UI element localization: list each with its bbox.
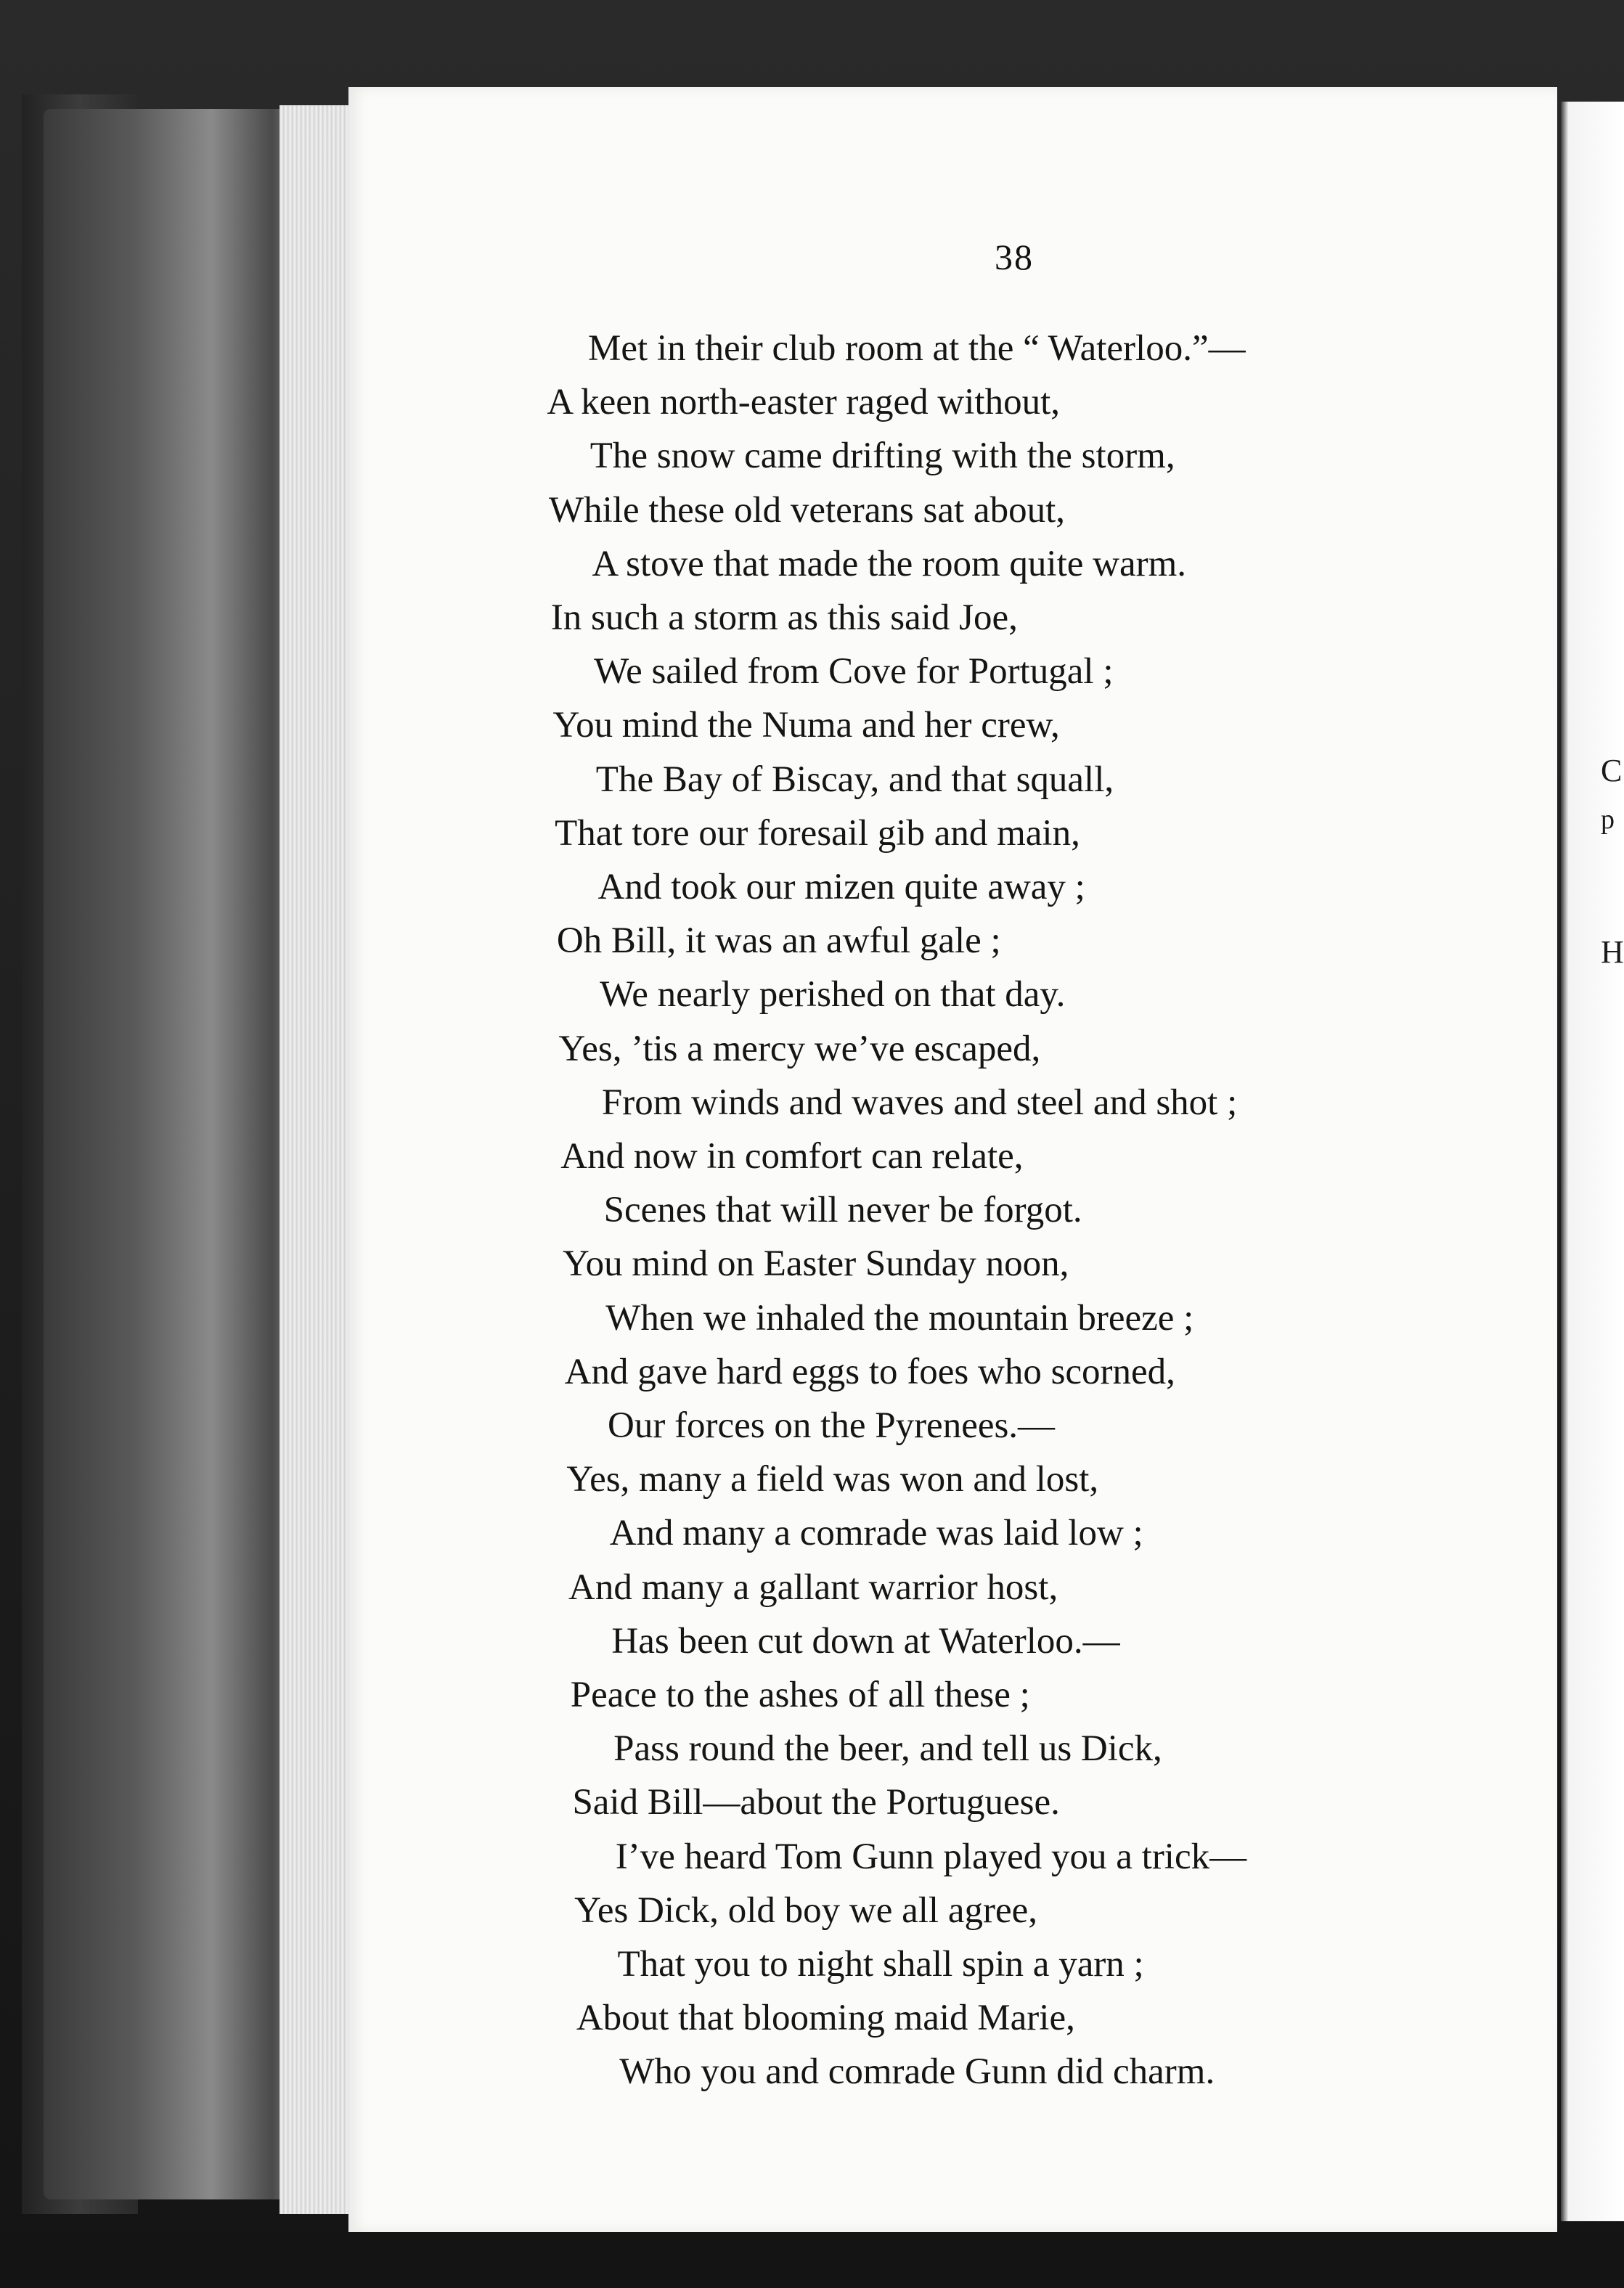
page-number: 38 [995,237,1034,277]
poem-line: Oh Bill, it was an awful gale ; [556,920,1001,962]
poem-line: Met in their club room at the “ Waterloo.”— [588,328,1246,369]
poem-line: Pass round the beer, and tell us Dick, [613,1728,1162,1770]
poem-line: From winds and waves and steel and shot ; [601,1082,1238,1123]
poem-line: Yes, many a field was won and lost, [566,1459,1099,1500]
poem-line: The snow came drifting with the storm, [589,436,1175,477]
poem-line: And gave hard eggs to foes who scorned, [564,1351,1175,1392]
facing-page-fragment: H [1601,934,1624,970]
poem-line: And many a gallant warrior host, [568,1566,1058,1608]
poem-line: And now in comfort can relate, [560,1136,1024,1177]
poem-line: About that blooming maid Marie, [576,1998,1075,2039]
poem-line: And took our mizen quite away ; [597,867,1085,907]
facing-page-edge [1561,102,1624,2221]
page-edges [279,105,359,2214]
poem-line: That tore our foresail gib and main, [555,812,1080,854]
poem-line: A keen north-easter raged without, [547,382,1061,423]
poem-line: Our forces on the Pyrenees.— [608,1405,1056,1446]
poem-line: When we inhaled the mountain breeze ; [605,1297,1194,1339]
poem-line: Said Bill—about the Portuguese. [572,1782,1060,1823]
poem-line: We sailed from Cove for Portugal ; [594,651,1114,692]
poem-line: Has been cut down at Waterloo.— [611,1620,1120,1662]
poem-line: Scenes that will never be forgot. [603,1190,1082,1231]
poem-line: Yes, ’tis a mercy we’ve escaped, [558,1028,1041,1069]
poem-line: And many a comrade was laid low ; [609,1513,1143,1554]
poem-line: Peace to the ashes of all these ; [570,1675,1030,1715]
facing-page-fragment: C [1601,753,1623,788]
poem-line: That you to night shall spin a yarn ; [617,1944,1144,1985]
poem-line: We nearly perished on that day. [600,974,1066,1016]
poem-line: Yes Dick, old boy we all agree, [574,1889,1037,1931]
poem-line: You mind on Easter Sunday noon, [562,1243,1069,1285]
poem-line: The Bay of Biscay, and that squall, [595,759,1114,800]
poem-line: A stove that made the room quite warm. [592,543,1187,584]
poem-line: I’ve heard Tom Gunn played you a trick— [615,1836,1247,1877]
poem-line: You mind the Numa and her crew, [552,705,1060,746]
facing-page-fragment: p [1601,804,1615,835]
poem-line: In such a storm as this said Joe, [550,597,1018,638]
poem-line: Who you and comrade Gunn did charm. [619,2051,1215,2093]
poem-line: While these old veterans sat about, [549,489,1065,531]
